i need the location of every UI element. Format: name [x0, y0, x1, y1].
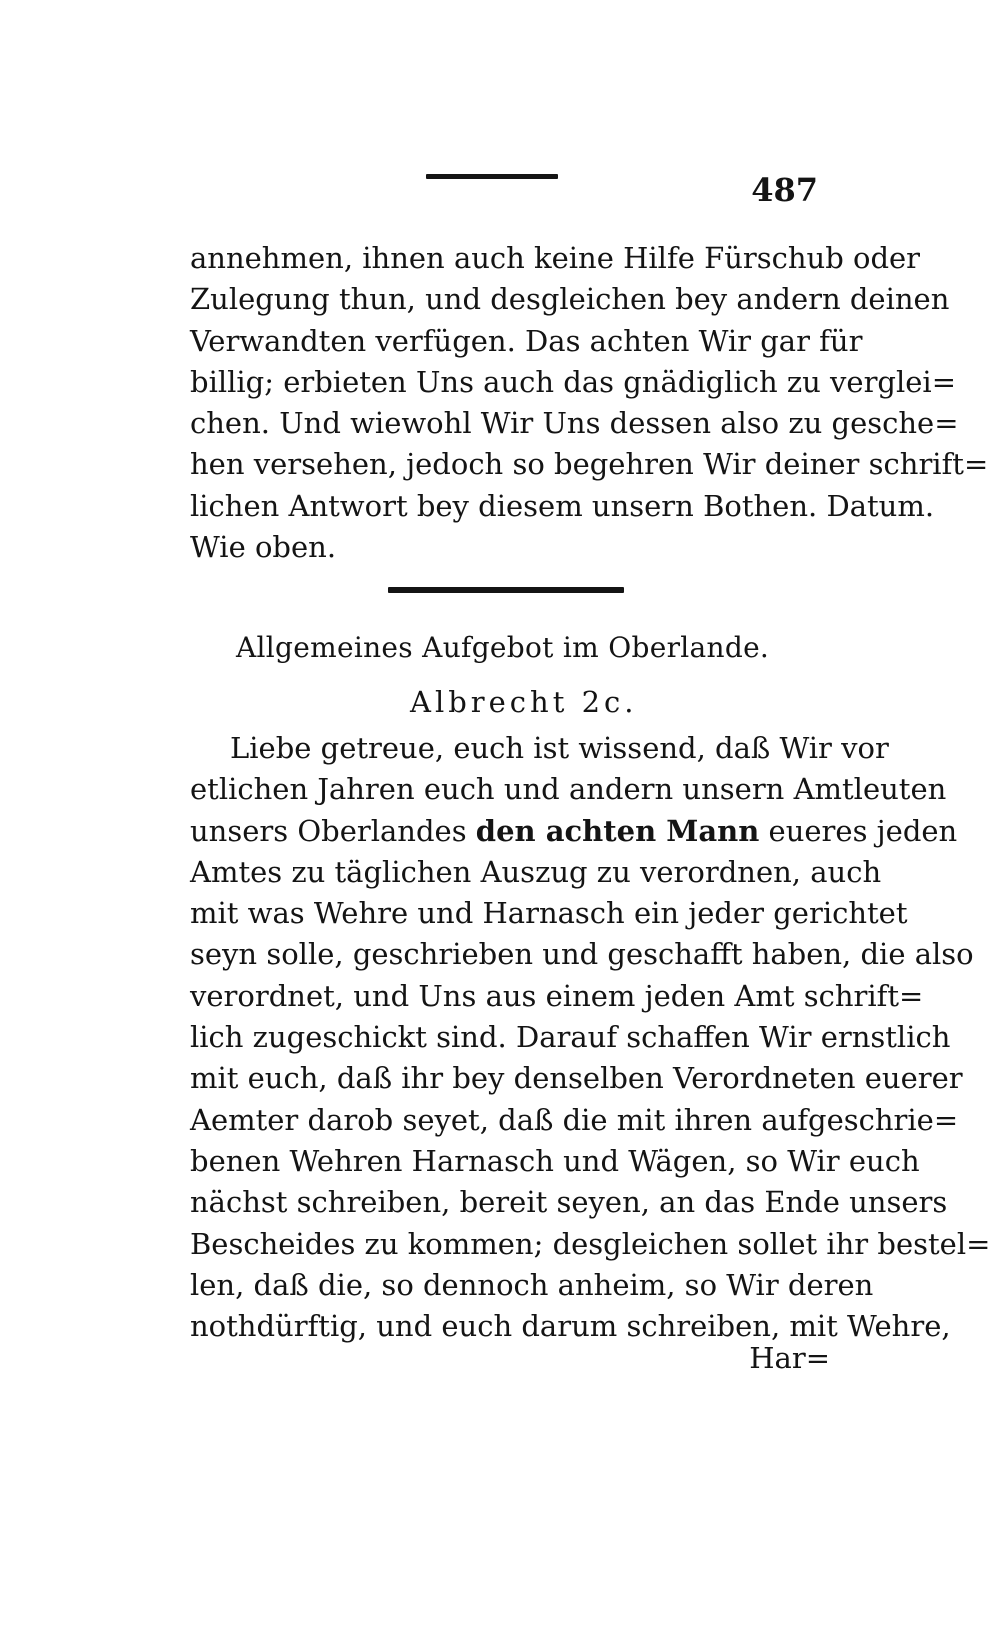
text-line: Wie oben.: [190, 530, 337, 565]
text-line: lichen Antwort bey diesem unsern Bothen. Datum.: [190, 488, 935, 523]
text-line: len, daß die, so dennoch anheim, so Wir deren: [190, 1267, 874, 1302]
text-line: hen versehen, jedoch so begehren Wir deiner schrift=: [190, 447, 989, 482]
text-line: nächst schreiben, bereit seyen, an das Ende unsers: [190, 1185, 948, 1220]
text-line: annehmen, ihnen auch keine Hilfe Fürschub oder: [190, 241, 921, 275]
section-title: Allgemeines Aufgebot im Oberlande.: [236, 631, 770, 664]
text-line: lich zugeschickt sind. Darauf schaffen Wir ernstlich: [190, 1020, 951, 1055]
salutation: Albrecht 2c.: [410, 685, 638, 719]
text-line: mit was Wehre und Harnasch ein jeder gerichtet: [190, 896, 908, 931]
emphasis-text: den achten Mann: [475, 813, 760, 848]
text-line: Liebe getreue, euch ist wissend, daß Wir vor: [230, 731, 889, 765]
text-line: billig; erbieten Uns auch das gnädiglich zu verglei=: [190, 364, 957, 399]
text-line: seyn solle, geschrieben und geschafft haben, die also: [190, 937, 974, 972]
text-line: Bescheides zu kommen; desgleichen sollet ihr bestel=: [190, 1226, 991, 1261]
section-divider: [388, 587, 624, 593]
header-rule: [426, 174, 558, 179]
page-number: 487: [751, 171, 818, 209]
text-line: mit euch, daß ihr bey denselben Verordneten euerer: [190, 1061, 963, 1096]
text-line: nothdürftig, und euch darum schreiben, mit Wehre,: [190, 1309, 951, 1344]
paragraph-continued: [190, 238, 989, 568]
text-line: benen Wehren Harnasch und Wägen, so Wir euch: [190, 1143, 920, 1178]
text-line: chen. Und wiewohl Wir Uns dessen also zu gesche=: [190, 406, 959, 441]
text-line: etlichen Jahren euch und andern unsern Amtleuten: [190, 772, 947, 807]
text-line-with-emphasis: [190, 811, 958, 852]
paragraph-decree: [190, 728, 991, 1347]
text-line: verordnet, und Uns aus einem jeden Amt schrift=: [190, 978, 924, 1013]
text-line: Amtes zu täglichen Auszug zu verordnen, auch: [190, 854, 882, 889]
text-fragment: eueres jeden: [768, 813, 958, 848]
text-line: Aemter darob seyet, daß die mit ihren aufgeschrie=: [190, 1102, 959, 1137]
text-line: Verwandten verfügen. Das achten Wir gar für: [190, 323, 863, 358]
text-fragment: unsers Oberlandes: [190, 813, 467, 848]
catchword: Har=: [749, 1341, 830, 1375]
text-line: Zulegung thun, und desgleichen bey andern deinen: [190, 282, 950, 317]
